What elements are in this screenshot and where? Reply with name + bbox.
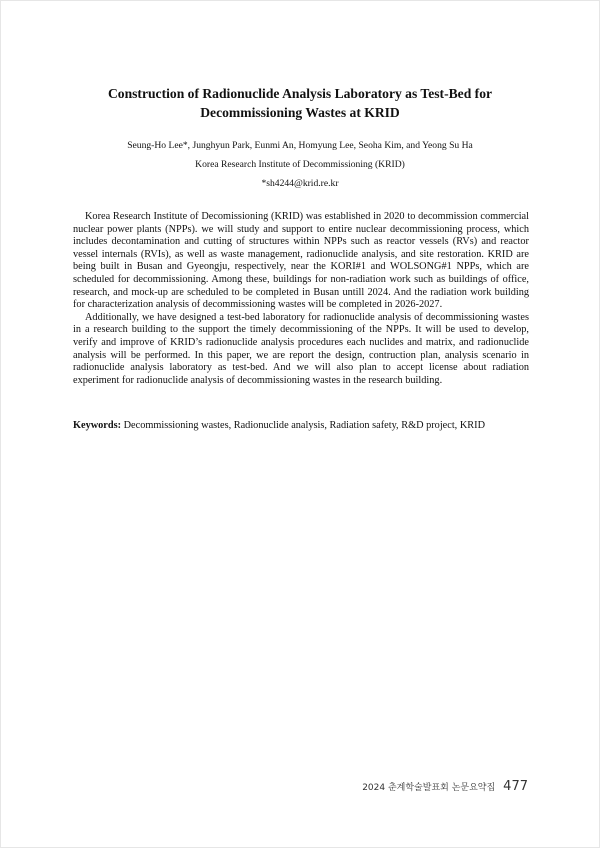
paper-title (60, 84, 540, 122)
affiliation: Korea Research Institute of Decommissioning (KRID) (195, 159, 405, 170)
keywords-label: Keywords: (73, 420, 122, 431)
title-line-2: Decommissioning Wastes at KRID (200, 105, 400, 120)
abstract-paragraph-1: Korea Research Institute of Decomissioning (KRID) was established in 2020 to decommission commercial nuclear power plants (NPPs). we will study and support to entire nuclear decommissioning process, which includes decontamination and cutting of structures within NPPs such as reactor vessels (RVs) and reactor vessel internals (RVIs), as well as waste management, radionuclide analysis, and site restoration. KRID are being built in Busan and Gyeongju, respectively, near the KORI#1 and WOLSONG#1 NPPs, which are scheduled for decommissioning. Among these, buildings for non-radiation work such as buildings of office, research, and mock-up are scheduled to be completed in Busan untill 2024. And the radiation work building for characterization analysis of decommissioning wastes will be completed in 2026-2027. (73, 211, 529, 311)
title-line-1: Construction of Radionuclide Analysis Laboratory as Test-Bed for (107, 86, 493, 101)
page-number: 477 (503, 779, 528, 794)
keywords-list: Decommissioning wastes, Radionuclide analysis, Radiation safety, R&D project, KRID (123, 420, 486, 431)
author-list: Seung-Ho Lee*, Junghyun Park, Eunmi An, Homyung Lee, Seoha Kim, and Yeong Su Ha (127, 140, 473, 151)
contact-email: *sh4244@krid.re.kr (261, 178, 339, 189)
page-footer (362, 779, 528, 794)
keywords (73, 419, 529, 432)
abstract-paragraph-2: Additionally, we have designed a test-bed laboratory for radionuclide analysis of decommissioning wastes in a research building to the support the timely decommissioning of the NPPs. It will be used to develop, verify and improve of KRID’s radionuclide analysis procedures each nuclides and matrix, and radionuclide analysis will be performed. In this paper, we are report the design, contruction plan, analysis scenario in radionuclide analysis laboratory as test-bed. And we will also plan to accept license about radiation experiment for radionuclide analysis of decommissioning wastes in the research building. (73, 311, 529, 386)
abstract (73, 211, 529, 387)
conference-name: 2024 춘계학술발표회 논문요약집 (362, 783, 496, 793)
